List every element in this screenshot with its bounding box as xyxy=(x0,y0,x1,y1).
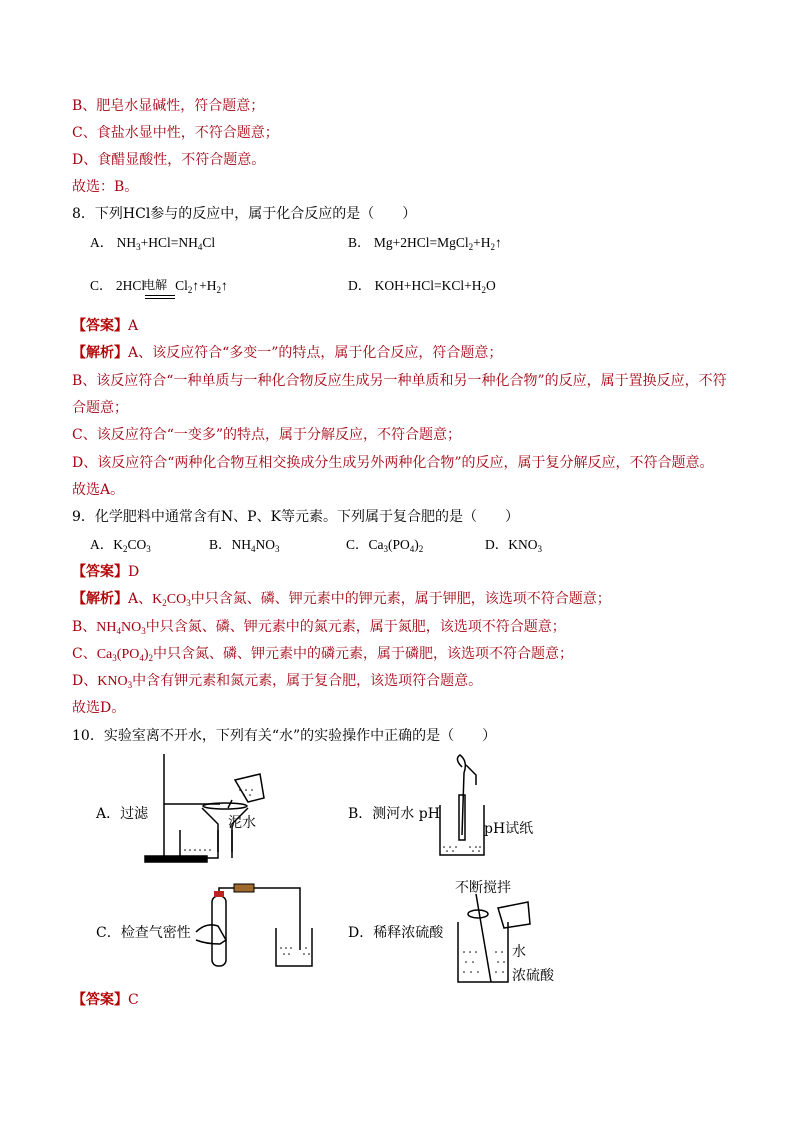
q8-stem: 8．下列HCl参与的反应中，属于化合反应的是（ ） xyxy=(72,206,417,222)
q10-figure-b-note: pH试纸 xyxy=(484,821,534,837)
q10-figure-b-label: B．测河水 pH xyxy=(348,806,440,822)
q8-option-b: B． $Mg+2HCl=MgCl_2+H_2↑$ xyxy=(348,235,502,252)
q10-figure-d-dilution xyxy=(446,892,536,992)
q9-answer: 【答案】D xyxy=(72,564,140,580)
q8-explain-b-cont: 合题意； xyxy=(72,400,128,416)
q9-option-b: B．$NH_4NO_3$ xyxy=(209,537,280,554)
q8-option-a: A． $NH_3+HCl=NH_4Cl$ xyxy=(90,235,216,252)
q9-option-a: A．$K_2CO_3$ xyxy=(90,537,151,554)
q10-figure-b-ph-test xyxy=(432,755,492,865)
q9-explain-c: C、$Ca_3(PO_4)_2$中只含氮、磷、钾元素中的磷元素，属于磷肥，该选项不符合题意； xyxy=(72,646,574,663)
q8-answer: 【答案】A xyxy=(72,318,139,334)
q9-explain-d: D、$KNO_3$中含有钾元素和氮元素，属于复合肥，该选项符合题意。 xyxy=(72,673,483,690)
q9-explain-b: B、$NH_4NO_3$中只含氮、磷、钾元素中的氮元素，属于氮肥，该选项不符合题意； xyxy=(72,619,566,636)
q8-option-c-condition: 电解 xyxy=(143,278,168,292)
q10-stem: 10．实验室离不开水，下列有关“水”的实验操作中正确的是（ ） xyxy=(72,728,497,744)
q8-option-c: C． 2HCl 电解 $Cl_2↑+H_2↑$ xyxy=(90,276,228,296)
q10-figure-d-note-water: 水 xyxy=(512,944,526,960)
q10-figure-d-note-stir: 不断搅拌 xyxy=(455,880,511,896)
q8-explain-a: 【解析】A、该反应符合“多变一”的特点，属于化合反应，符合题意； xyxy=(72,345,503,361)
q9-option-c: C．$Ca_3(PO_4)_2$ xyxy=(346,537,424,554)
q7-explain-c: C、食盐水显中性，不符合题意； xyxy=(72,125,279,141)
q9-explain-a: 【解析】A、$K_2CO_3$中只含氮、磷、钾元素中的钾元素，属于钾肥，该选项不符合题意； xyxy=(72,591,611,608)
q8-option-d: D． $KOH+HCl=KCl+H_2O$ xyxy=(348,278,496,295)
q9-stem: 9．化学肥料中通常含有N、P、K等元素。下列属于复合肥的是（ ） xyxy=(72,509,520,525)
q10-figure-a-note: 泥水 xyxy=(228,815,256,831)
q7-explain-d: D、食醋显酸性，不符合题意。 xyxy=(72,152,266,168)
q10-figure-a-label: A．过滤 xyxy=(96,806,149,822)
q10-figure-c-airtight-check xyxy=(196,882,316,972)
q8-pick: 故选A。 xyxy=(72,482,125,498)
q10-figure-d-note-acid: 浓硫酸 xyxy=(512,968,554,984)
q10-figure-d-label: D．稀释浓硫酸 xyxy=(348,925,444,941)
q10-answer: 【答案】C xyxy=(72,992,139,1008)
q9-option-d: D．$KNO_3$ xyxy=(485,537,542,554)
q8-explain-c: C、该反应符合“一变多”的特点，属于分解反应，不符合题意； xyxy=(72,427,462,443)
q10-figure-c-label: C．检查气密性 xyxy=(96,925,191,941)
q8-explain-b: B、该反应符合“一种单质与一种化合物反应生成另一种单质和另一种化合物”的反应，属于置换反应，不符 xyxy=(72,373,727,389)
q7-pick: 故选：B。 xyxy=(72,179,139,195)
q7-explain-b: B、肥皂水显碱性，符合题意； xyxy=(72,98,265,114)
q9-pick: 故选D。 xyxy=(72,700,126,716)
q10-figure-a-filtration xyxy=(140,750,270,870)
q8-explain-d: D、该反应符合“两种化合物互相交换成分生成另外两种化合物”的反应，属于复分解反应，不符合题意。 xyxy=(72,455,714,471)
